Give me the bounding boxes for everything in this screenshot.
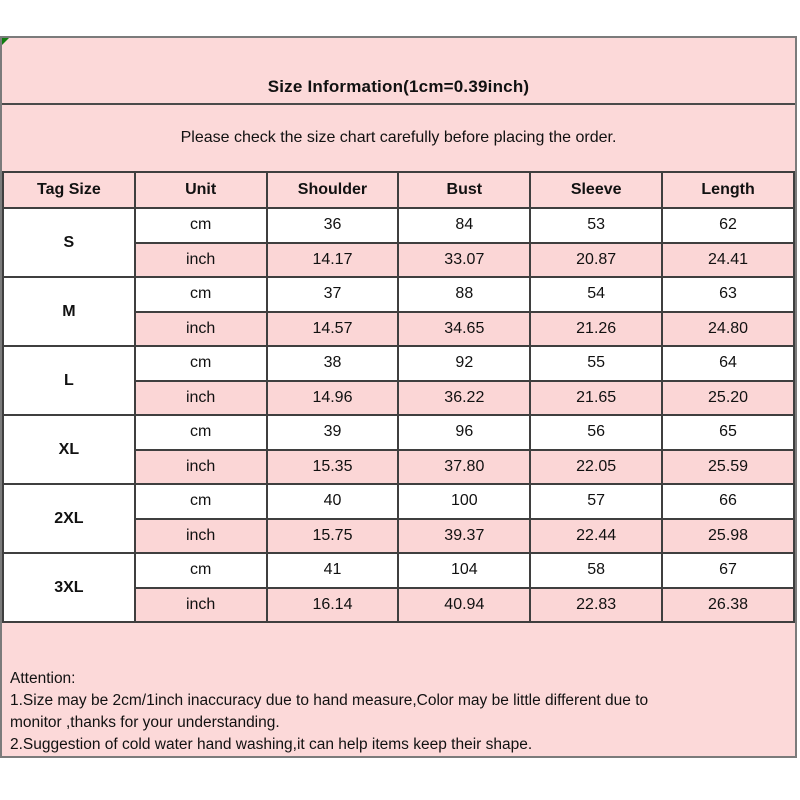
col-header-sleeve: Sleeve — [530, 172, 662, 208]
value-cell: 84 — [398, 208, 530, 243]
value-cell: 36 — [267, 208, 399, 243]
unit-cell: cm — [135, 208, 267, 243]
value-cell: 16.14 — [267, 588, 399, 623]
value-cell: 20.87 — [530, 243, 662, 278]
value-cell: 58 — [530, 553, 662, 588]
value-cell: 14.57 — [267, 312, 399, 347]
unit-cell: inch — [135, 312, 267, 347]
attention-line: 1.Size may be 2cm/1inch inaccuracy due to hand measure,Color may be little different due to — [10, 692, 649, 709]
value-cell: 37.80 — [398, 450, 530, 485]
value-cell: 67 — [662, 553, 794, 588]
value-cell: 38 — [267, 346, 399, 381]
col-header-tag-size: Tag Size — [3, 172, 135, 208]
unit-cell: inch — [135, 588, 267, 623]
title-row — [2, 38, 795, 105]
size-cell: XL — [3, 415, 135, 484]
value-cell: 21.26 — [530, 312, 662, 347]
unit-cell: cm — [135, 415, 267, 450]
corner-mark-icon — [2, 38, 9, 45]
value-cell: 25.98 — [662, 519, 794, 554]
size-cell: 2XL — [3, 484, 135, 553]
unit-cell: cm — [135, 346, 267, 381]
value-cell: 34.65 — [398, 312, 530, 347]
unit-cell: cm — [135, 553, 267, 588]
value-cell: 25.59 — [662, 450, 794, 485]
attention-line: 2.Suggestion of cold water hand washing,it can help items keep their shape. — [10, 736, 533, 753]
value-cell: 22.83 — [530, 588, 662, 623]
value-cell: 54 — [530, 277, 662, 312]
attention-line: monitor ,thanks for your understanding. — [10, 714, 280, 731]
unit-cell: inch — [135, 243, 267, 278]
value-cell: 40.94 — [398, 588, 530, 623]
unit-cell: cm — [135, 484, 267, 519]
value-cell: 21.65 — [530, 381, 662, 416]
value-cell: 22.44 — [530, 519, 662, 554]
value-cell: 33.07 — [398, 243, 530, 278]
col-header-shoulder: Shoulder — [267, 172, 399, 208]
size-cell: 3XL — [3, 553, 135, 622]
value-cell: 15.35 — [267, 450, 399, 485]
value-cell: 92 — [398, 346, 530, 381]
value-cell: 14.96 — [267, 381, 399, 416]
size-info-panel — [0, 36, 797, 758]
col-header-length: Length — [662, 172, 794, 208]
page-title: Size Information(1cm=0.39inch) — [267, 77, 530, 96]
subtitle-text: Please check the size chart carefully before placing the order. — [180, 129, 617, 146]
table-row-xl-cm — [3, 415, 794, 450]
value-cell: 39.37 — [398, 519, 530, 554]
unit-cell: cm — [135, 277, 267, 312]
value-cell: 53 — [530, 208, 662, 243]
table-row-3xl-cm — [3, 553, 794, 588]
value-cell: 66 — [662, 484, 794, 519]
value-cell: 62 — [662, 208, 794, 243]
table-row-s-cm — [3, 208, 794, 243]
value-cell: 24.80 — [662, 312, 794, 347]
table-row-m-cm — [3, 277, 794, 312]
value-cell: 104 — [398, 553, 530, 588]
col-header-bust: Bust — [398, 172, 530, 208]
value-cell: 36.22 — [398, 381, 530, 416]
value-cell: 65 — [662, 415, 794, 450]
value-cell: 55 — [530, 346, 662, 381]
unit-cell: inch — [135, 519, 267, 554]
value-cell: 14.17 — [267, 243, 399, 278]
value-cell: 22.05 — [530, 450, 662, 485]
table-header-row — [3, 172, 794, 208]
value-cell: 56 — [530, 415, 662, 450]
value-cell: 40 — [267, 484, 399, 519]
size-cell: M — [3, 277, 135, 346]
value-cell: 41 — [267, 553, 399, 588]
value-cell: 88 — [398, 277, 530, 312]
table-row-l-cm — [3, 346, 794, 381]
value-cell: 25.20 — [662, 381, 794, 416]
value-cell: 39 — [267, 415, 399, 450]
value-cell: 24.41 — [662, 243, 794, 278]
size-cell: L — [3, 346, 135, 415]
value-cell: 64 — [662, 346, 794, 381]
col-header-unit: Unit — [135, 172, 267, 208]
unit-cell: inch — [135, 381, 267, 416]
value-cell: 15.75 — [267, 519, 399, 554]
size-cell: S — [3, 208, 135, 277]
subtitle-row — [2, 105, 795, 171]
table-row-2xl-cm — [3, 484, 794, 519]
value-cell: 26.38 — [662, 588, 794, 623]
size-table — [2, 171, 795, 623]
value-cell: 37 — [267, 277, 399, 312]
value-cell: 57 — [530, 484, 662, 519]
value-cell: 96 — [398, 415, 530, 450]
attention-block — [2, 668, 795, 756]
value-cell: 100 — [398, 484, 530, 519]
unit-cell: inch — [135, 450, 267, 485]
value-cell: 63 — [662, 277, 794, 312]
attention-heading: Attention: — [10, 670, 76, 687]
